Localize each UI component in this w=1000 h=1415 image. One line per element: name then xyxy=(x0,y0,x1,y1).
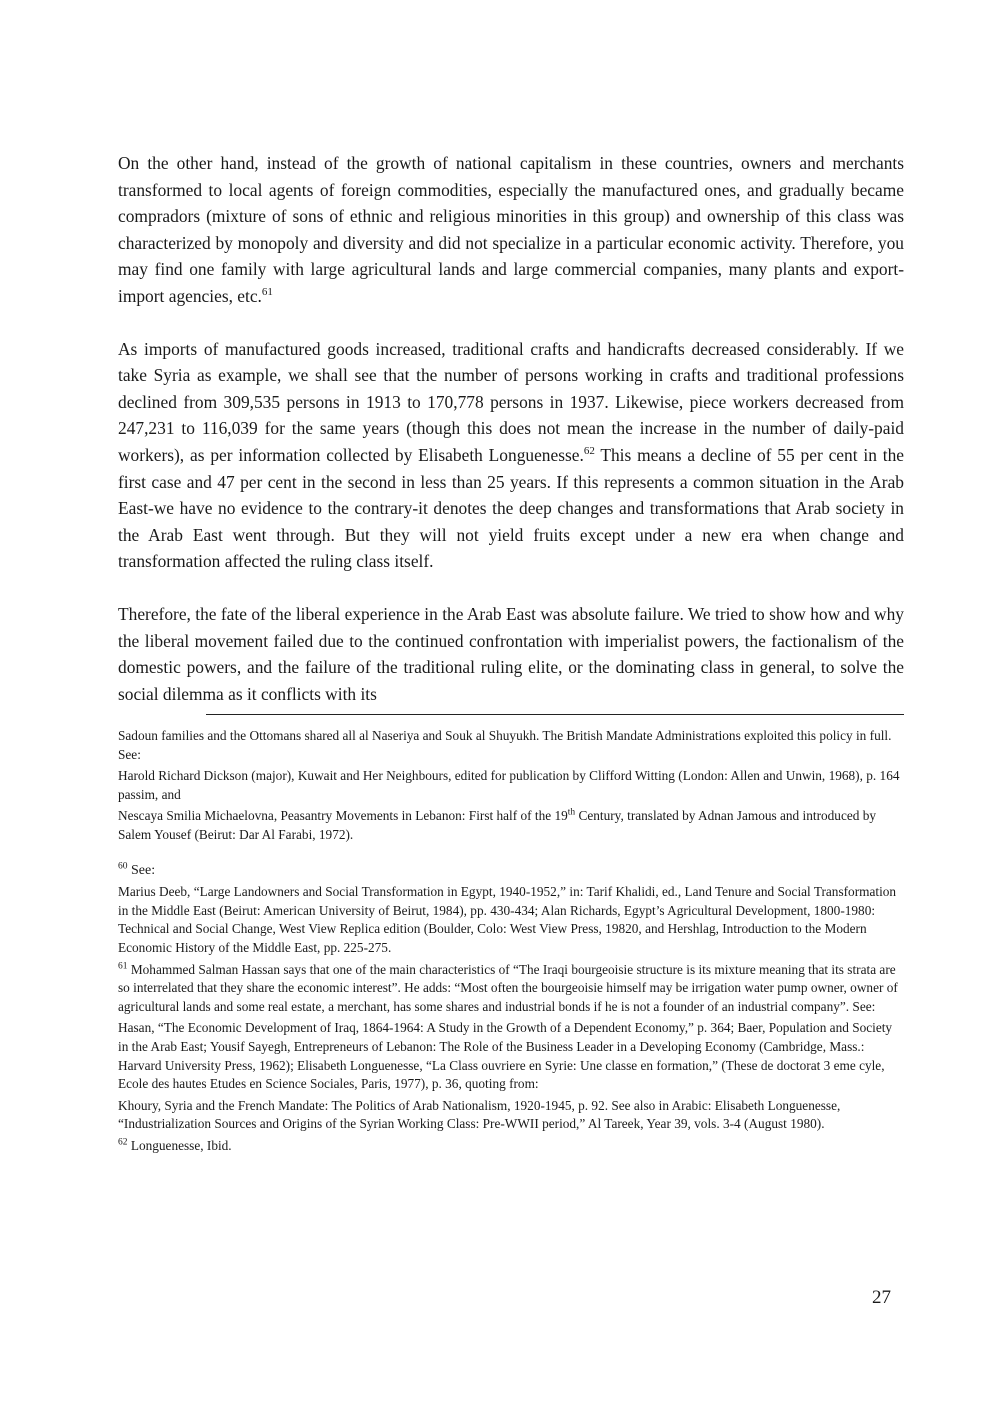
footnote-continued-line-2: Harold Richard Dickson (major), Kuwait and Her Neighbours, edited for publication by Clifford Witting (London: Allen and Unwin, 1968), p. 164 passim, and xyxy=(118,768,900,802)
footnote-61-text-2: Hasan, “The Economic Development of Iraq, 1864-1964: A Study in the Growth of a Dependent Economy,” p. 364; Baer, Population and Society in the Arab East; Yousif Sayegh, Entrepreneurs of Lebanon: The Role of the Business Leader in a Developing Economy (Cambridge, Mass.: Harvard University Press, 1962); Elisabeth Longuenesse, “La Class ouvriere en Syrie: Une classe en formation,” (These de doctorat 3 eme cyle, Ecole des hautes Etudes en Science Sociales, Paris, 1977), p. 36, quoting from: xyxy=(118,1020,893,1092)
superscript-th: th xyxy=(567,807,576,818)
footnote-continued-line-3 xyxy=(118,807,904,844)
footnote-separator xyxy=(206,714,904,715)
footnote-60-number: 60 xyxy=(118,860,128,871)
footnote-62-text xyxy=(118,1137,904,1156)
page-number: 27 xyxy=(872,1287,891,1308)
footnote-60 xyxy=(118,862,904,958)
footnote-continued xyxy=(118,727,904,845)
footnote-61-text-3: Khoury, Syria and the French Mandate: The Politics of Arab Nationalism, 1920-1945, p. 92. See also in Arabic: Elisabeth Longuenesse, “Industrialization Sources and Origins of the Syrian Working Class: Pre-WWII period,” Al Tareek, Year 39, vols. 3-4 (August 1980). xyxy=(118,1097,841,1132)
paragraph-2-text-a: As imports of manufactured goods increased, traditional crafts and handicrafts decreased considerably. If we take Syria as example, we shall see that the number of persons working in crafts and traditional professions declined from 309,535 persons in 1913 to 170,778 persons in 1937. Likewise, piece workers decreased from 247,231 to 116,039 for the same years (though this does not mean the increase in the number of daily-paid workers), as per information collected by Elisabeth Longuenesse. xyxy=(118,338,904,465)
paragraph-2-text-b: This means a decline of 55 per cent in the first case and 47 per cent in the second in less than 25 years. If this represents a common situation in the Arab East-we have no evidence to the contrary-it denotes the deep changes and transformations that Arab society in the Arab East went through. But they will not yield fruits except under a new era when change and transformation affected the ruling class itself. xyxy=(118,444,904,572)
footnotes xyxy=(118,727,904,1158)
footnote-continued-line-3b: Century, translated by Adnan Jamous and introduced by Salem Yousef (Beirut: Dar Al Farabi, 1972). xyxy=(118,808,877,842)
footnote-continued-line-1: Sadoun families and the Ottomans shared all al Naseriya and Souk al Shuyukh. The British Mandate Administrations exploited this policy in full. See: xyxy=(118,728,892,762)
paragraph-1-text: On the other hand, instead of the growth of national capitalism in these countries, owners and merchants transformed to local agents of foreign commodities, especially the manufactured ones, and gradually became compradors (mixture of sons of ethnic and religious minorities in this group) and ownership of this class was characterized by monopoly and diversity and did not specialize in a particular economic activity. Therefore, you may find one family with large agricultural lands and large commercial companies, many plants and export-import agencies, etc. xyxy=(118,153,904,306)
footnote-60-head xyxy=(118,862,904,881)
footnote-60-text: Marius Deeb, “Large Landowners and Social Transformation in Egypt, 1940-1952,” in: Tarif Khalidi, ed., Land Tenure and Social Transformation in the Middle East (Beirut: American University of Beirut, 1984), pp. 430-434; Alan Richards, Egypt’s Agricultural Development, 1800-1980: Technical and Social Change, West View Replica edition (Boulder, Colo: West View Press, 19820, and Hershlag, Introduction to the Modern Economic History of the Middle East, pp. 225-275. xyxy=(118,884,897,955)
paragraph-3-text: Therefore, the fate of the liberal experience in the Arab East was absolute failure. We tried to show how and why the liberal movement failed due to the continued confrontation with imperialist powers, the factionalism of the domestic powers, and the failure of the traditional ruling elite, or the dominating class in general, to solve the social dilemma as it conflicts with its xyxy=(118,603,904,704)
footnote-61-number: 61 xyxy=(118,961,128,972)
footnote-60-see: See: xyxy=(127,862,156,878)
paragraph-1 xyxy=(118,150,904,310)
footnote-61 xyxy=(118,961,904,1134)
footnote-61-text-a: Mohammed Salman Hassan says that one of the main characteristics of “The Iraqi bourgeoisie structure is its mixture meaning that its strata are so interrelated that they share the economic interest”. He adds: “Most often the bourgeoisie himself may be irrigation water pump owner, owner of agricultural lands and some real estate, a merchant, has some shares and industrial bonds if he is not a founder of an industrial company”. See: xyxy=(118,961,898,1014)
footnote-62-number: 62 xyxy=(118,1137,128,1148)
paragraph-3 xyxy=(118,601,904,707)
footnote-62 xyxy=(118,1137,904,1156)
footnote-continued-line-3a: Nescaya Smilia Michaelovna, Peasantry Movements in Lebanon: First half of the 19 xyxy=(118,808,568,824)
footnote-61-text xyxy=(118,961,904,1017)
footnote-ref-61[interactable]: 61 xyxy=(261,286,273,299)
main-text xyxy=(118,150,904,707)
paragraph-2 xyxy=(118,336,904,575)
footnote-62-text-a: Longuenesse, Ibid. xyxy=(127,1137,232,1153)
footnote-ref-62[interactable]: 62 xyxy=(583,445,595,458)
